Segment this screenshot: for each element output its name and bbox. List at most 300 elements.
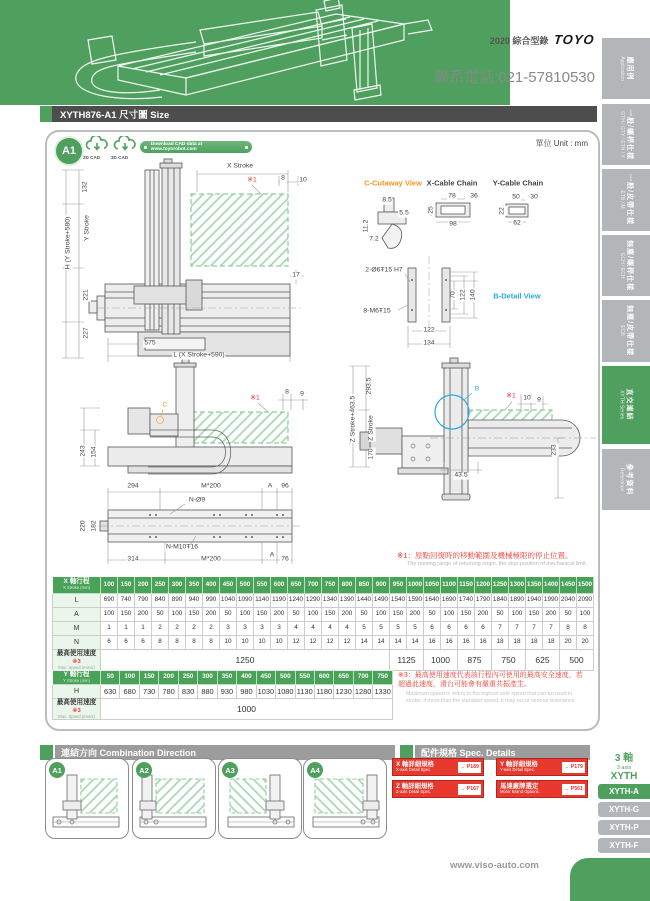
cad-3d-label: 3D CAD: [111, 155, 129, 160]
dim-label: 10: [523, 394, 531, 402]
table-cell: 780: [159, 685, 178, 699]
table-cell: 1990: [543, 594, 560, 608]
table-cell: 1140: [254, 594, 271, 608]
dim-label: H (Y Stroke+580): [64, 216, 72, 270]
table-cell: M: [53, 622, 101, 636]
table-cell: 1040: [220, 594, 237, 608]
dim-label: 78: [448, 192, 456, 200]
table-cell: 1690: [441, 594, 458, 608]
table-cell: 850: [356, 577, 373, 594]
front-view-drawing: [60, 160, 360, 376]
table-cell: 1200: [475, 577, 492, 594]
table-cell: 500: [276, 671, 295, 685]
table-cell: 100: [101, 608, 118, 622]
table-cell: 12: [322, 636, 339, 650]
dim-label: 96: [281, 482, 289, 490]
table-cell: 6: [475, 622, 492, 636]
table-cell: 1450: [560, 577, 577, 594]
z-assembly-drawing: [340, 362, 596, 574]
dim-label: 10: [299, 176, 307, 184]
note-1-zh: ※1：原點回復時的移動範圍及機械極限的停止位置。: [397, 551, 573, 560]
view-title: B-Detail View: [493, 291, 541, 301]
dim-label: 50: [512, 193, 520, 201]
table-cell: 200: [203, 608, 220, 622]
dim-label: 98: [449, 220, 457, 228]
view-title: Y-Cable Chain: [492, 178, 544, 188]
spec-detail-button[interactable]: 馬達廠牌選定 Motor Brand Options. → P561: [496, 780, 588, 798]
toyo-logo: TOYO: [553, 32, 596, 47]
table-cell: 680: [120, 685, 139, 699]
table-cell: 16: [441, 636, 458, 650]
table-cell: 200: [407, 608, 424, 622]
cad-2d-label: 2D CAD: [83, 155, 101, 160]
stroke-table: [52, 576, 594, 671]
table-cell: 1080: [276, 685, 295, 699]
table-cell: 1: [101, 622, 118, 636]
table-cell: 2: [186, 622, 203, 636]
sidebar-tab-application[interactable]: 應用例 Application: [602, 38, 650, 99]
table-cell: 5: [407, 622, 424, 636]
note-1-en: The moving range of returning origin, the stop position of mechanical limit.: [407, 561, 588, 567]
table-cell: 1400: [543, 577, 560, 594]
series-tab-xyth-a[interactable]: XYTH-A: [598, 784, 650, 799]
combination-badge: A2: [136, 762, 152, 778]
spec-details-header: 配件規格 Spec. Details: [400, 745, 590, 760]
table-cell: 100: [305, 608, 322, 622]
table-cell: 5: [373, 622, 390, 636]
dim-label: Z Stroke: [367, 415, 375, 441]
table-cell: 625: [526, 650, 560, 671]
table-cell: 1330: [373, 685, 393, 699]
table-cell: 150: [118, 608, 135, 622]
unit-label: 單位 Unit : mm: [535, 139, 588, 148]
table-cell: 940: [186, 594, 203, 608]
dim-label: 8: [285, 388, 289, 396]
table-cell: 880: [198, 685, 217, 699]
table-cell: 800: [339, 577, 356, 594]
table-cell: 750: [373, 671, 393, 685]
table-cell: 350: [217, 671, 236, 685]
table-cell: 200: [475, 608, 492, 622]
table-cell: 最高使用速度 ※3 Max. Speed (mm/s): [53, 650, 101, 671]
table-cell: 8: [186, 636, 203, 650]
table-cell: 1290: [305, 594, 322, 608]
table-cell: 50: [220, 608, 237, 622]
table-cell: 1130: [295, 685, 314, 699]
table-cell: 14: [356, 636, 373, 650]
section-callout: B: [474, 385, 480, 393]
dim-label: 8.5: [382, 196, 392, 204]
table-cell: 100: [169, 608, 186, 622]
table-cell: 990: [203, 594, 220, 608]
table-cell: 50: [288, 608, 305, 622]
stroke-table: [52, 670, 393, 720]
dim-label: 233: [550, 444, 558, 456]
table-cell: 400: [203, 577, 220, 594]
dim-label: 170: [367, 448, 375, 460]
ref-mark: ※1: [250, 394, 260, 402]
table-cell: 1050: [424, 577, 441, 594]
dim-label: 5.5: [399, 209, 409, 217]
table-cell: 1300: [509, 577, 526, 594]
dim-label: M*200: [201, 555, 221, 563]
dim-label: M*200: [201, 482, 221, 490]
table-cell: 600: [314, 671, 333, 685]
table-cell: 1440: [356, 594, 373, 608]
side-plan-view-drawing: [60, 362, 360, 574]
table-cell: 12: [305, 636, 322, 650]
table-cell: 2: [203, 622, 220, 636]
table-cell: 1940: [526, 594, 543, 608]
table-cell: 400: [237, 671, 256, 685]
table-cell: 450: [220, 577, 237, 594]
table-cell: 3: [254, 622, 271, 636]
table-cell: 500: [560, 650, 594, 671]
table-cell: 7: [543, 622, 560, 636]
dim-label: 243: [79, 445, 87, 457]
table-cell: 1590: [407, 594, 424, 608]
download-cad-button[interactable]: Download CAD data at www.toyorobot.com: [140, 141, 252, 153]
table-cell: 4: [339, 622, 356, 636]
spec-detail-button[interactable]: X 軸詳細規格 X-axis Detail Spec. → P189: [392, 758, 484, 776]
table-cell: 1640: [424, 594, 441, 608]
hole-callout: 2-Ø6Ŧ15 H7: [365, 266, 403, 274]
note-3-en: Maximum speed is refers to the highest safe speed that can be used in stroke, if more than the standard speed, it may occur serious resonance.: [406, 691, 576, 704]
table-cell: 500: [237, 577, 254, 594]
sidebar-tab-xyth-series[interactable]: 直交連結 XYTH Series: [602, 366, 650, 444]
dim-label: 76: [281, 555, 289, 563]
green-marker: [40, 106, 52, 122]
dim-label: 122: [459, 289, 467, 301]
table-cell: 1: [118, 622, 135, 636]
table-cell: 250: [152, 577, 169, 594]
table-cell: 1350: [526, 577, 543, 594]
sidebar-tab-reference[interactable]: 參考資料 Reference: [602, 449, 650, 510]
table-cell: 150: [186, 608, 203, 622]
table-cell: 7: [492, 622, 509, 636]
table-cell: 4: [288, 622, 305, 636]
page-title: XYTH876-A1 尺寸圖 Size: [60, 110, 170, 121]
table-cell: 1790: [475, 594, 492, 608]
table-cell: 10: [237, 636, 254, 650]
table-cell: 8: [560, 622, 577, 636]
table-cell: 150: [458, 608, 475, 622]
footer-url: www.viso-auto.com: [450, 860, 539, 871]
table-cell: 7: [526, 622, 543, 636]
table-cell: 14: [373, 636, 390, 650]
table-cell: L: [53, 594, 101, 608]
table-cell: 6: [458, 622, 475, 636]
table-cell: 18: [492, 636, 509, 650]
dim-label: 62: [513, 219, 521, 227]
table-cell: 1840: [492, 594, 509, 608]
table-cell: 1100: [441, 577, 458, 594]
table-cell: 150: [118, 577, 135, 594]
section-callout: C: [162, 401, 168, 409]
dim-label: 17: [292, 271, 300, 279]
dim-label: 43.5: [454, 471, 468, 479]
table-cell: 18: [526, 636, 543, 650]
dim-label: Y Stroke: [83, 215, 91, 241]
table-cell: 8: [203, 636, 220, 650]
contact-phone: 聯系電話:021-57810530: [434, 69, 595, 86]
sidebar-tab-gch-ech[interactable]: 無塵/螺桿仕樣 GCH / ECH: [602, 235, 650, 296]
ref-mark: ※1: [506, 392, 516, 400]
spec-detail-button[interactable]: Z 軸詳細規格 Z-axis Detail Spec. → P167: [392, 780, 484, 798]
table-cell: 100: [441, 608, 458, 622]
table-cell: 5: [390, 622, 407, 636]
table-cell: 1125: [390, 650, 424, 671]
table-cell: 1230: [334, 685, 353, 699]
table-cell: 890: [169, 594, 186, 608]
dim-label: 220: [79, 520, 87, 532]
table-cell: 1280: [353, 685, 372, 699]
combination-option-a3[interactable]: [218, 758, 302, 839]
table-cell: 18: [509, 636, 526, 650]
table-cell: 1250: [492, 577, 509, 594]
table-cell: 50: [560, 608, 577, 622]
table-cell: 2: [169, 622, 186, 636]
dim-label: 9: [300, 390, 304, 398]
series-tab-xyth-p[interactable]: XYTH-P: [598, 820, 650, 835]
table-cell: 690: [101, 594, 118, 608]
table-cell: Y 軸行程 Y Stroke (mm): [53, 671, 101, 685]
combination-option-a4[interactable]: [303, 758, 387, 839]
series-tab-xyth-f[interactable]: XYTH-F: [598, 838, 650, 853]
table-cell: 12: [339, 636, 356, 650]
table-cell: 1540: [390, 594, 407, 608]
table-cell: 6: [424, 622, 441, 636]
table-cell: 6: [118, 636, 135, 650]
table-cell: 1190: [271, 594, 288, 608]
dim-label: 36: [470, 192, 478, 200]
table-cell: 4: [305, 622, 322, 636]
table-cell: 200: [135, 608, 152, 622]
table-cell: 350: [186, 577, 203, 594]
table-cell: 10: [254, 636, 271, 650]
table-cell: 8: [152, 636, 169, 650]
combination-badge: A3: [222, 762, 238, 778]
table-cell: 1490: [373, 594, 390, 608]
table-cell: 最高使用速度 ※3 Max. Speed (mm/s): [53, 699, 101, 720]
combination-badge: A1: [49, 762, 65, 778]
x-stroke-table: [52, 576, 594, 671]
combination-option-a2[interactable]: [132, 758, 216, 839]
hero-isometric-drawing: [0, 0, 510, 105]
dim-label: 9: [537, 396, 541, 404]
dim-label: 294: [127, 482, 139, 490]
table-cell: 50: [492, 608, 509, 622]
table-cell: 14: [407, 636, 424, 650]
table-cell: 930: [217, 685, 236, 699]
table-cell: 200: [543, 608, 560, 622]
table-cell: 1390: [339, 594, 356, 608]
dim-label: 154: [90, 446, 98, 458]
table-cell: 6: [441, 622, 458, 636]
table-cell: 2090: [577, 594, 594, 608]
hole-callout: N-Ø9: [188, 496, 206, 504]
table-cell: A: [53, 608, 101, 622]
spec-detail-button[interactable]: Y 軸詳細規格 Y-axis Detail Spec. → P179: [496, 758, 588, 776]
series-axis-block: 3 軸 3 axis XYTH: [610, 753, 638, 782]
table-cell: 300: [169, 577, 186, 594]
view-title: X-Cable Chain: [426, 178, 478, 188]
table-cell: 750: [322, 577, 339, 594]
section-title-bar: [40, 106, 597, 122]
table-cell: 150: [139, 671, 158, 685]
table-cell: 150: [526, 608, 543, 622]
table-cell: 6: [135, 636, 152, 650]
catalog-edition: 2020 綜合型錄 TOYO: [489, 32, 596, 47]
table-cell: 3: [271, 622, 288, 636]
table-cell: 550: [295, 671, 314, 685]
table-cell: 1250: [101, 650, 390, 671]
table-cell: 16: [458, 636, 475, 650]
table-cell: 8: [169, 636, 186, 650]
table-cell: 650: [334, 671, 353, 685]
sidebar-tab-ecb[interactable]: 無塵/皮帶仕樣 ECB: [602, 300, 650, 362]
table-cell: 200: [159, 671, 178, 685]
table-cell: 700: [305, 577, 322, 594]
table-cell: 16: [424, 636, 441, 650]
ref-mark: ※1: [247, 176, 257, 184]
cad-2d-download-icon[interactable]: [84, 136, 110, 153]
table-cell: 1000: [101, 699, 393, 720]
table-cell: H: [53, 685, 101, 699]
dim-label: L (X Stroke+590): [173, 351, 225, 359]
table-cell: 200: [271, 608, 288, 622]
dim-label: 30: [530, 193, 538, 201]
dim-label: 314: [127, 555, 139, 563]
dim-label: 575: [144, 339, 156, 347]
combination-option-a1[interactable]: [45, 758, 129, 839]
table-cell: 20: [560, 636, 577, 650]
model-variant-badge: A1: [54, 136, 84, 166]
table-cell: 1180: [314, 685, 333, 699]
table-cell: 14: [390, 636, 407, 650]
table-cell: 730: [139, 685, 158, 699]
table-cell: N: [53, 636, 101, 650]
dim-label: 8: [281, 174, 285, 182]
table-cell: 1740: [458, 594, 475, 608]
table-cell: 3: [220, 622, 237, 636]
combination-direction-header: 連結方向 Combination Direction: [40, 745, 395, 760]
sidebar-tab-gth-gty-eth-y[interactable]: 一般/螺桿仕樣 GTH / GTY / ETH / Y: [602, 104, 650, 165]
dim-label: 293.5: [365, 377, 373, 395]
table-cell: 150: [322, 608, 339, 622]
dim-label: 70: [449, 291, 457, 299]
table-cell: 4: [322, 622, 339, 636]
table-cell: 1030: [256, 685, 275, 699]
dim-label: 7.2: [369, 235, 379, 243]
table-cell: 200: [339, 608, 356, 622]
table-cell: 18: [543, 636, 560, 650]
table-cell: 6: [101, 636, 118, 650]
table-cell: 980: [237, 685, 256, 699]
page-corner-tab: [570, 858, 650, 901]
table-cell: 700: [353, 671, 372, 685]
table-cell: 16: [475, 636, 492, 650]
table-cell: 8: [577, 622, 594, 636]
hole-callout: 8-M6Ŧ15: [363, 307, 391, 315]
table-cell: 1500: [577, 577, 594, 594]
table-cell: 100: [509, 608, 526, 622]
table-cell: 200: [135, 577, 152, 594]
dim-label: 122: [423, 326, 435, 334]
view-title: C-Cutaway View: [364, 178, 422, 188]
table-cell: 50: [356, 608, 373, 622]
sidebar-tab-etb-m[interactable]: 一般/皮帶仕樣 ETB / M: [602, 169, 650, 231]
series-tab-xyth-g[interactable]: XYTH-G: [598, 802, 650, 817]
table-cell: 50: [101, 671, 120, 685]
table-cell: 1000: [424, 650, 458, 671]
table-cell: 100: [120, 671, 139, 685]
table-cell: 1890: [509, 594, 526, 608]
table-cell: 950: [390, 577, 407, 594]
hole-callout: N-M10Ŧ16: [165, 543, 199, 551]
table-cell: 1: [135, 622, 152, 636]
table-cell: 550: [254, 577, 271, 594]
table-cell: 250: [178, 671, 197, 685]
table-cell: 1000: [407, 577, 424, 594]
dim-label: 25: [427, 206, 435, 214]
table-cell: 5: [356, 622, 373, 636]
table-cell: 3: [237, 622, 254, 636]
dim-label: 132: [81, 181, 89, 193]
table-cell: X 軸行程 X Stroke (mm): [53, 577, 101, 594]
table-cell: 630: [101, 685, 120, 699]
table-cell: 740: [118, 594, 135, 608]
table-cell: 10: [271, 636, 288, 650]
combination-badge: A4: [307, 762, 323, 778]
dim-label: 140: [469, 289, 477, 301]
table-cell: 100: [577, 608, 594, 622]
table-cell: 20: [577, 636, 594, 650]
dim-label: A: [267, 482, 273, 490]
table-cell: 1090: [237, 594, 254, 608]
table-cell: 1340: [322, 594, 339, 608]
table-cell: 875: [458, 650, 492, 671]
table-cell: 150: [254, 608, 271, 622]
table-cell: 7: [509, 622, 526, 636]
dim-label: X Stroke: [226, 162, 254, 170]
table-cell: 900: [373, 577, 390, 594]
table-cell: 10: [220, 636, 237, 650]
cad-3d-download-icon[interactable]: [112, 136, 138, 153]
dim-label: 221: [82, 289, 90, 301]
table-cell: 100: [373, 608, 390, 622]
dim-label: 227: [82, 327, 90, 339]
table-cell: 450: [256, 671, 275, 685]
table-cell: 600: [271, 577, 288, 594]
table-cell: 100: [237, 608, 254, 622]
table-cell: 790: [135, 594, 152, 608]
table-cell: 1150: [458, 577, 475, 594]
table-cell: 50: [152, 608, 169, 622]
table-cell: 12: [288, 636, 305, 650]
table-cell: 50: [424, 608, 441, 622]
dim-label: 22: [498, 207, 506, 215]
table-cell: 1240: [288, 594, 305, 608]
table-cell: 840: [152, 594, 169, 608]
dim-label: 134: [423, 339, 435, 347]
table-cell: 300: [198, 671, 217, 685]
dim-label: Z Stroke+463.5: [349, 395, 357, 443]
dim-label: 11.2: [362, 219, 370, 233]
dim-label: A: [269, 551, 275, 559]
table-cell: 830: [178, 685, 197, 699]
note-3-zh: ※3：最高使用速度代表該行程內可使用的最高安全速度，若超過此速度，滑台可能會有嚴重共振產生。: [398, 672, 583, 689]
